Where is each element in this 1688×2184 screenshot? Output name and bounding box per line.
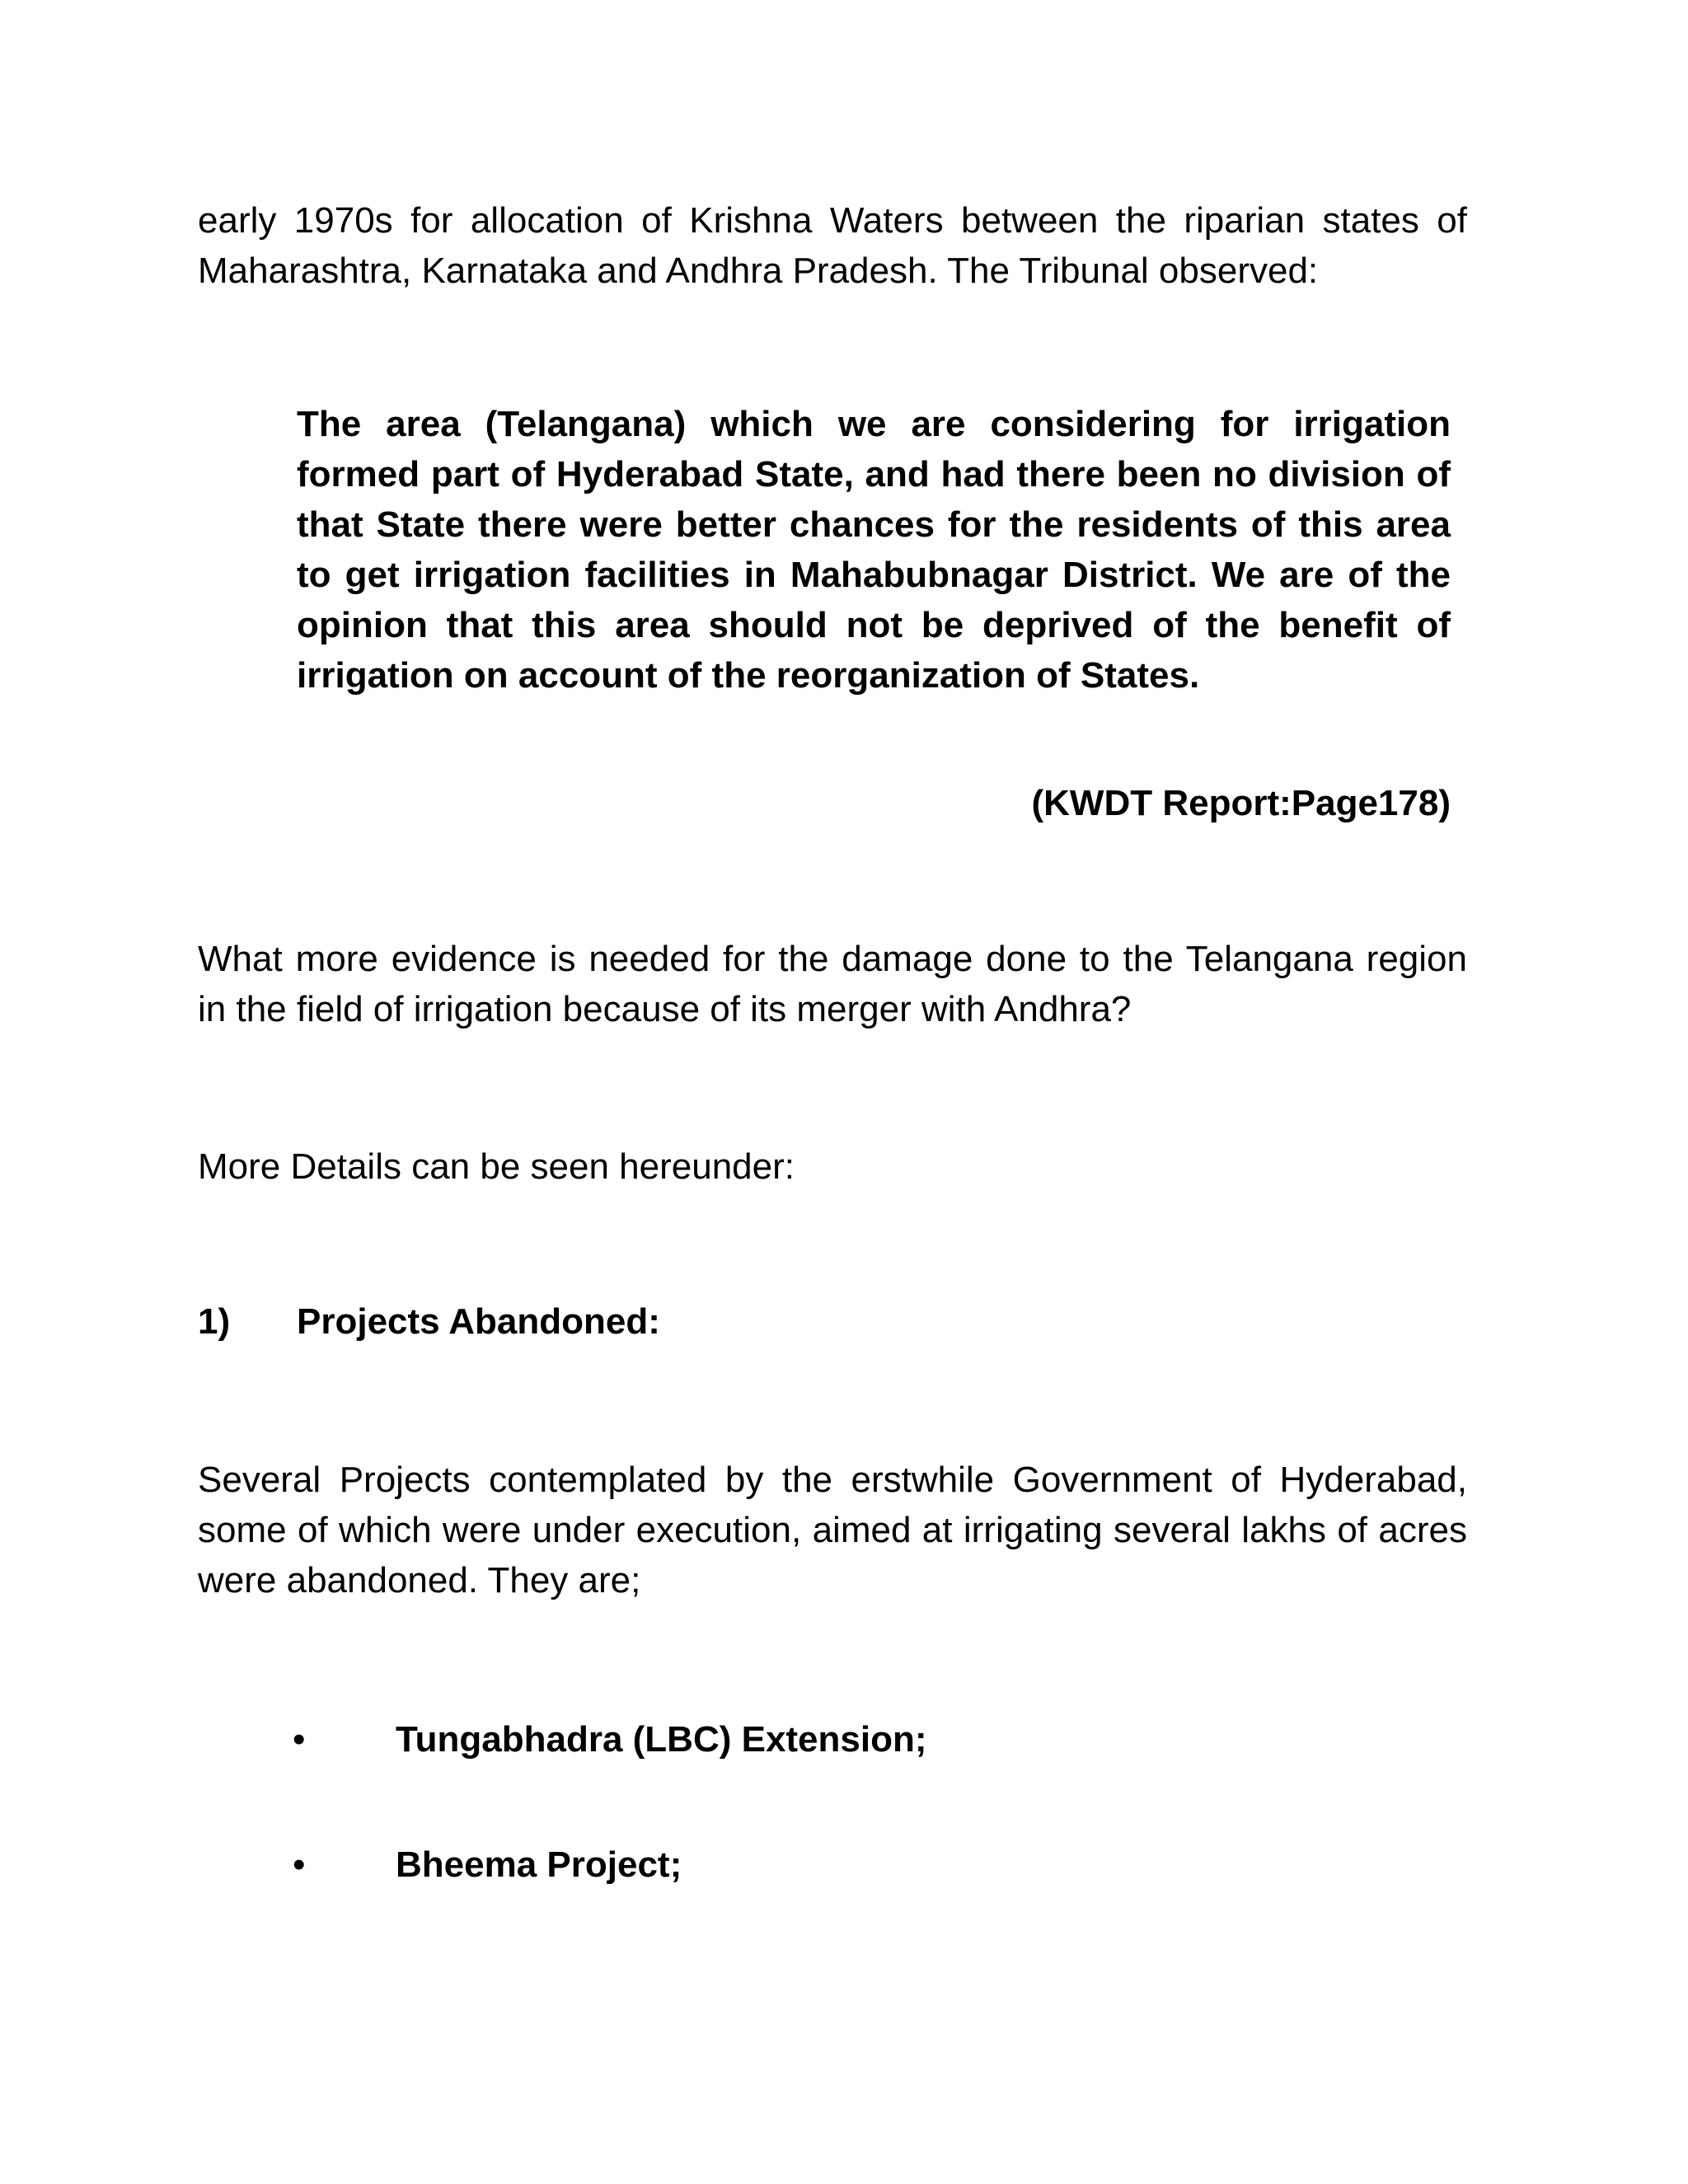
list-item-text: Tungabhadra (LBC) Extension; [396, 1719, 927, 1760]
section-heading [198, 1296, 1467, 1347]
list-item [293, 1714, 1447, 1765]
quote-citation: (KWDT Report:Page178) [1031, 783, 1451, 823]
tribunal-quote: The area (Telangana) which we are considering for irrigation formed part of Hyderabad State, and had there been no division of that State there were better chances for the residents of this area to get irrigation facilities in Mahabubnagar District. We are of the opinion that this area should not be deprived of the benefit of irrigation on account of the reorganization of States. [297, 404, 1451, 696]
list-item-text: Bheema Project; [396, 1844, 682, 1885]
list-item [293, 1840, 1447, 1890]
section-title: Projects Abandoned: [297, 1301, 660, 1342]
projects-paragraph: Several Projects contemplated by the erstwhile Government of Hyderabad, some of which were under execution, aimed at irrigating several lakhs of acres were abandoned. They are; [198, 1460, 1467, 1601]
question-paragraph: What more evidence is needed for the damage done to the Telangana region in the field of irrigation because of its merger with Andhra? [198, 939, 1467, 1029]
section-number: 1) [198, 1301, 231, 1342]
intro-paragraph: early 1970s for allocation of Krishna Waters between the riparian states of Maharashtra, Karnataka and Andhra Pradesh. The Tribunal observed: [198, 200, 1467, 291]
bullet-icon: • [293, 1719, 306, 1760]
more-details-paragraph: More Details can be seen hereunder: [198, 1146, 795, 1187]
bullet-icon: • [293, 1844, 306, 1885]
